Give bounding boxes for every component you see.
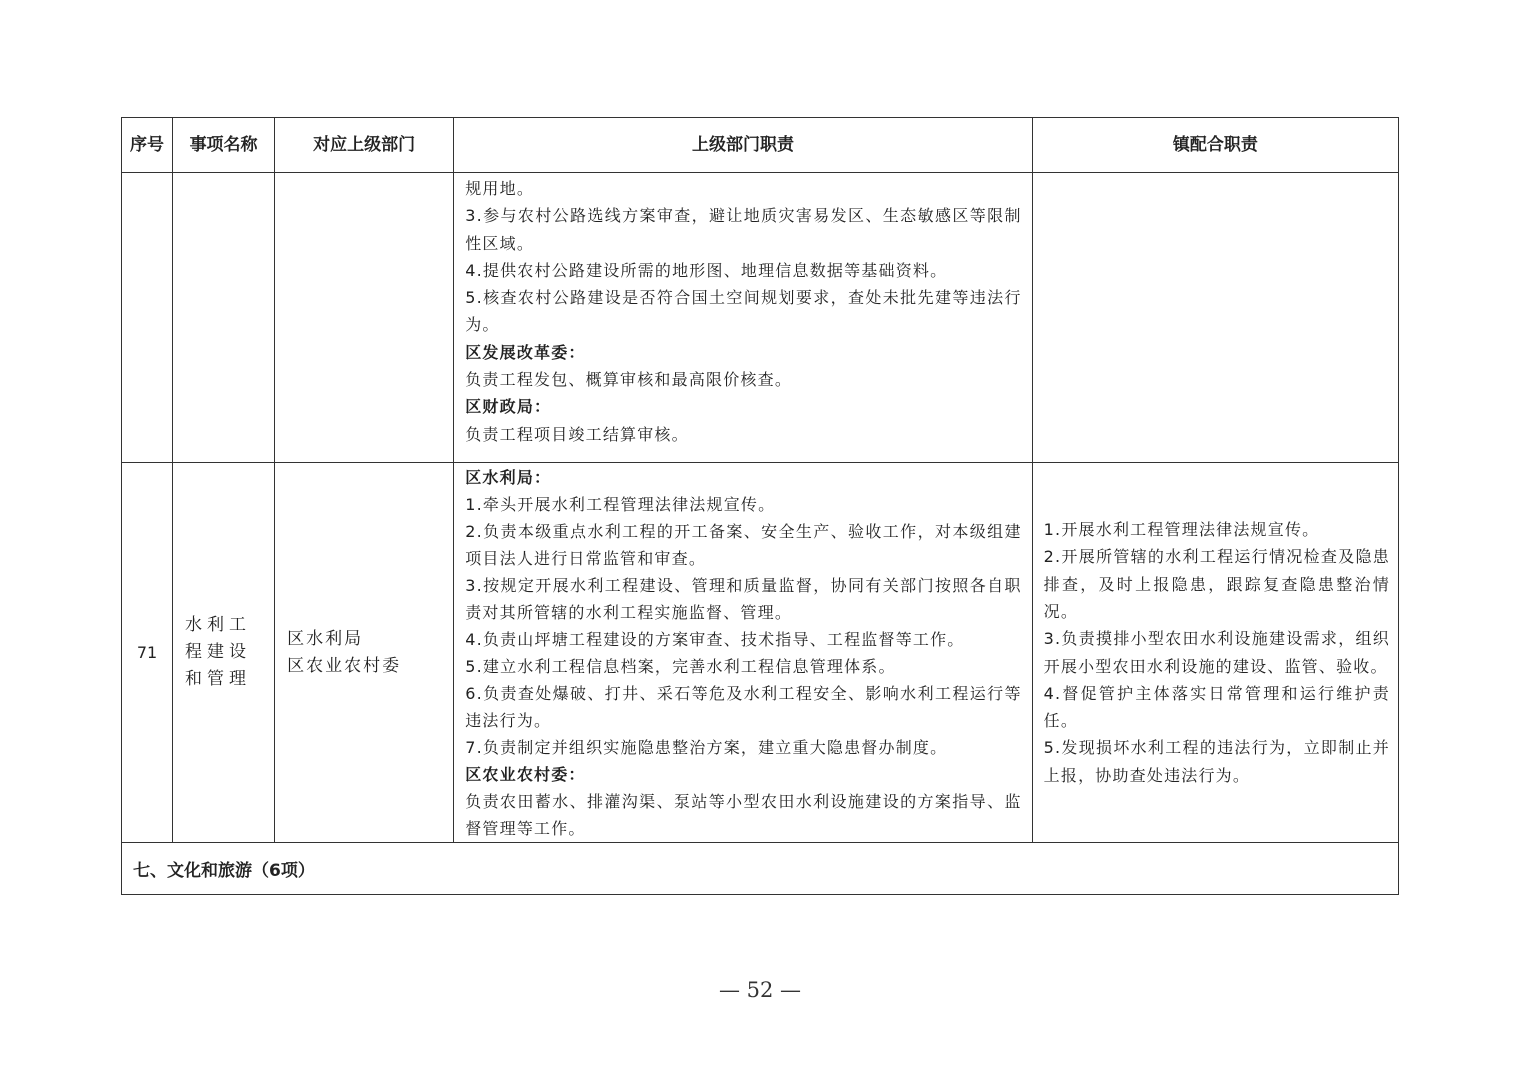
duty-line: 区农业农村委： (465, 764, 586, 784)
duty-line: 规用地。 (465, 179, 535, 198)
town-duty-line: 3.负责摸排小型农田水利设施建设需求，组织开展小型农田水利设施的建设、监管、验收。 (1043, 629, 1390, 676)
row-town-duty-text (1033, 516, 1398, 789)
cont-dept-cell (275, 173, 454, 463)
duty-line: 区水利局： (465, 467, 552, 487)
duty-line: 5.核查农村公路建设是否符合国土空间规划要求，查处未批先建等违法行为。 (465, 288, 1022, 335)
duty-line: 7.负责制定并组织实施隐患整治方案，建立重大隐患督办制度。 (465, 737, 948, 757)
row-upper-duty-cell (454, 463, 1032, 843)
table-row-continued (122, 173, 1399, 463)
row-item-name-cell (173, 463, 275, 843)
dept-line: 区农业农村委 (287, 655, 402, 676)
row-seq: 71 (122, 463, 173, 843)
row-town-duty-cell (1032, 463, 1398, 843)
duty-line: 5.建立水利工程信息档案，完善水利工程信息管理体系。 (465, 656, 896, 676)
town-duty-line: 5.发现损坏水利工程的违法行为，立即制止并上报，协助查处违法行为。 (1043, 738, 1390, 785)
town-duty-line: 2.开展所管辖的水利工程运行情况检查及隐患排查，及时上报隐患，跟踪复查隐患整治情况。 (1043, 547, 1390, 621)
row-upper-dept-cell (275, 463, 454, 843)
header-upper-dept: 对应上级部门 (275, 118, 454, 173)
duty-line: 2.负责本级重点水利工程的开工备案、安全生产、验收工作，对本级组建项目法人进行日常监管和审查。 (465, 521, 1022, 568)
town-duty-line: 4.督促管护主体落实日常管理和运行维护责任。 (1043, 683, 1390, 731)
cont-duty-text (454, 173, 1031, 448)
header-upper-duty: 上级部门职责 (454, 118, 1032, 173)
dept-line: 区水利局 (287, 628, 364, 649)
duty-line: 区财政局： (465, 397, 552, 417)
cont-name-cell (173, 173, 275, 463)
duty-line: 1.牵头开展水利工程管理法律法规宣传。 (465, 494, 776, 514)
header-seq: 序号 (122, 118, 173, 173)
duty-line: 3.参与农村公路选线方案审查，避让地质灾害易发区、生态敏感区等限制性区域。 (465, 206, 1022, 253)
duty-line: 负责农田蓄水、排灌沟渠、泵站等小型农田水利设施建设的方案指导、监督管理等工作。 (465, 791, 1022, 838)
header-item-name: 事项名称 (173, 118, 275, 173)
duty-line: 3.按规定开展水利工程建设、管理和质量监督，协同有关部门按照各自职责对其所管辖的水利工程实施监督、管理。 (465, 575, 1022, 622)
section-row (122, 843, 1399, 895)
cont-town-cell (1032, 173, 1398, 463)
duty-line: 4.提供农村公路建设所需的地形图、地理信息数据等基础资料。 (465, 260, 948, 280)
duty-line: 6.负责查处爆破、打井、采石等危及水利工程安全、影响水利工程运行等违法行为。 (465, 683, 1022, 730)
town-duty-line: 1.开展水利工程管理法律法规宣传。 (1043, 520, 1320, 540)
cont-seq-cell (122, 173, 173, 463)
cont-duty-cell (454, 173, 1032, 463)
duty-line: 4.负责山坪塘工程建设的方案审查、技术指导、工程监督等工作。 (465, 629, 965, 649)
duty-line: 区发展改革委： (465, 342, 586, 362)
table-row-71 (122, 463, 1399, 843)
duty-line: 负责工程项目竣工结算审核。 (465, 424, 689, 444)
duty-line: 负责工程发包、概算审核和最高限价核查。 (465, 370, 793, 390)
row-upper-duty-text (454, 464, 1031, 842)
section-title: 七、文化和旅游（6项） (122, 843, 1399, 895)
duty-table (121, 117, 1399, 895)
page-number: — 52 — (718, 978, 802, 1002)
row-item-name: 水利工程建设和管理 (185, 615, 252, 689)
header-town-duty: 镇配合职责 (1032, 118, 1398, 173)
row-upper-dept (275, 626, 453, 680)
table-header-row (122, 118, 1399, 173)
